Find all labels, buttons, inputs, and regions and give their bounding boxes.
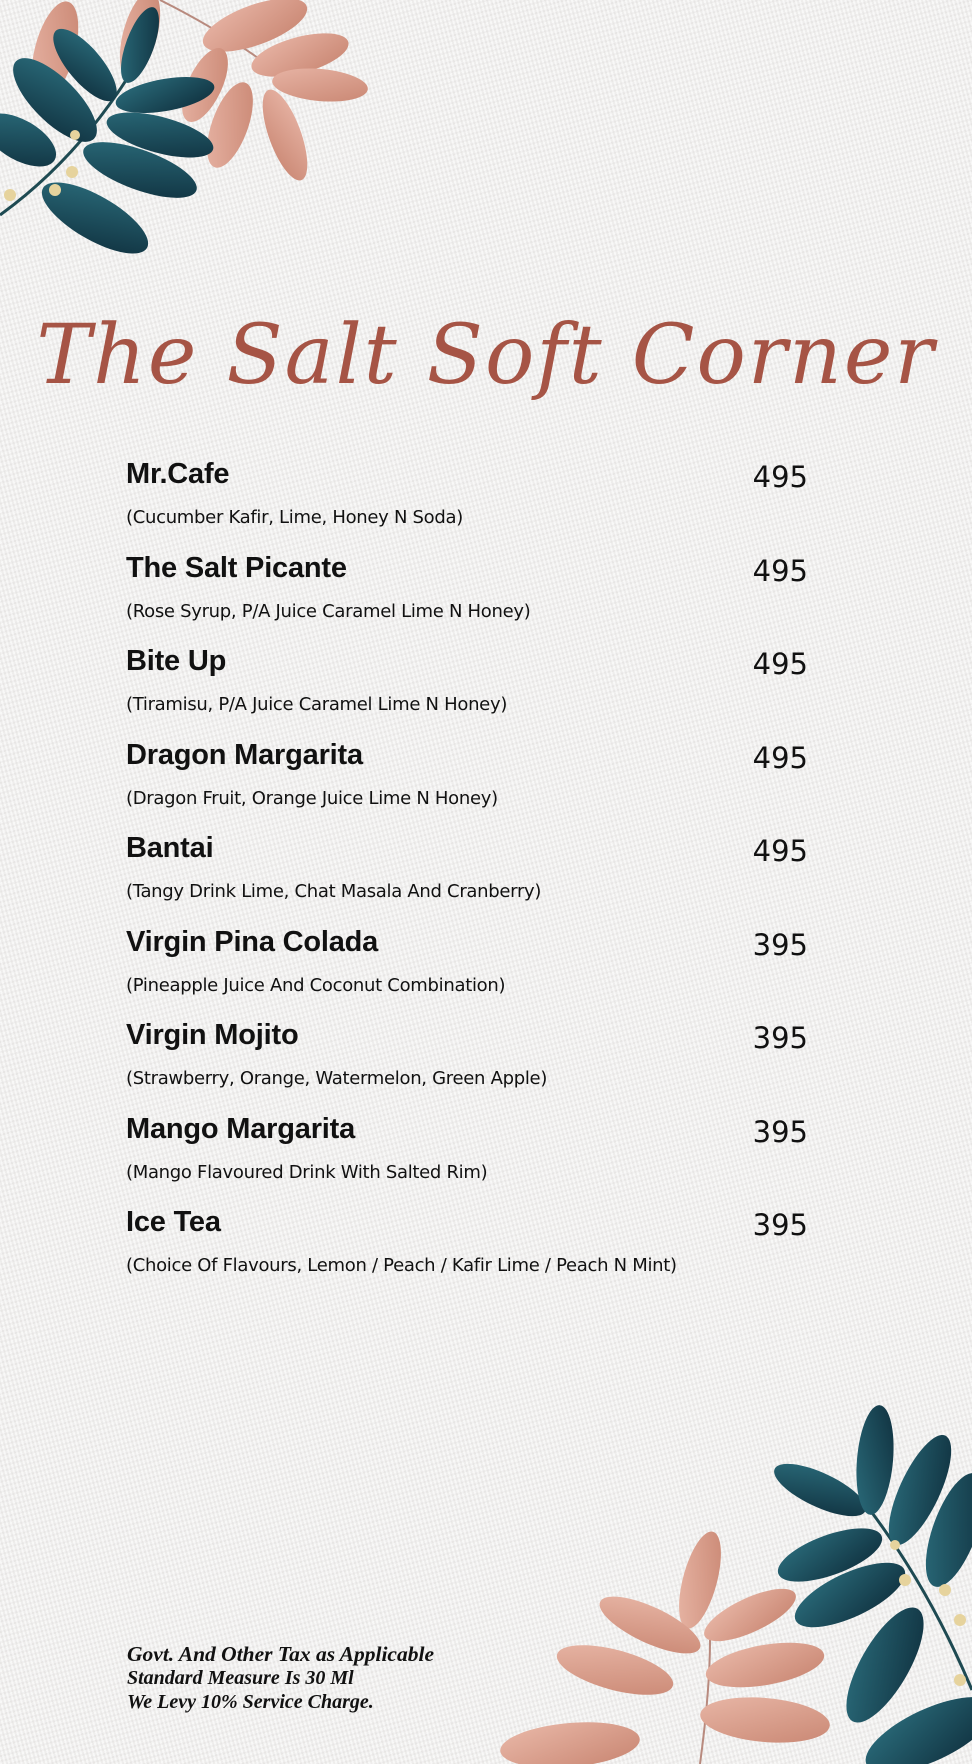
menu-item xyxy=(126,458,814,552)
menu-item xyxy=(126,832,814,926)
item-price: 495 xyxy=(752,553,808,588)
tax-note: Govt. And Other Tax as Applicable xyxy=(127,1642,434,1666)
item-name: Mr.Cafe xyxy=(126,458,230,490)
menu-item xyxy=(126,1019,814,1113)
menu-item xyxy=(126,645,814,739)
menu-item xyxy=(126,1206,814,1300)
restaurant-title: The Salt Soft Corner xyxy=(36,308,936,403)
item-description: (Dragon Fruit, Orange Juice Lime N Honey) xyxy=(126,787,498,809)
menu-list xyxy=(126,458,814,1300)
item-name: Bite Up xyxy=(126,645,227,677)
menu-item xyxy=(126,739,814,833)
item-name: Virgin Mojito xyxy=(126,1019,299,1051)
item-description: (Rose Syrup, P/A Juice Caramel Lime N Honey) xyxy=(126,600,531,622)
item-price: 495 xyxy=(752,647,808,681)
item-price: 395 xyxy=(752,1021,808,1055)
item-description: (Tangy Drink Lime, Chat Masala And Cranberry) xyxy=(126,881,542,902)
service-charge-note: We Levy 10% Service Charge. xyxy=(127,1691,374,1713)
item-price: 395 xyxy=(752,1208,808,1242)
leaf-decoration-top-icon xyxy=(0,0,380,270)
menu-item xyxy=(126,926,814,1020)
item-price: 495 xyxy=(752,740,808,775)
leaf-decoration-bottom-icon xyxy=(500,1390,972,1764)
item-name: The Salt Picante xyxy=(126,551,347,584)
item-price: 495 xyxy=(752,834,808,868)
item-price: 495 xyxy=(752,460,808,494)
item-price: 395 xyxy=(752,1114,808,1149)
measure-note: Standard Measure Is 30 Ml xyxy=(127,1667,354,1689)
item-name: Mango Margarita xyxy=(126,1112,356,1145)
item-description: (Cucumber Kafir, Lime, Honey N Soda) xyxy=(126,507,463,528)
menu-item xyxy=(126,552,814,646)
item-description: (Choice Of Flavours, Lemon / Peach / Kafir Lime / Peach N Mint) xyxy=(126,1255,677,1276)
item-description: (Tiramisu, P/A Juice Caramel Lime N Honey) xyxy=(126,694,508,715)
item-name: Ice Tea xyxy=(126,1206,221,1238)
item-name: Dragon Margarita xyxy=(126,738,363,771)
item-price: 395 xyxy=(752,927,808,962)
item-description: (Mango Flavoured Drink With Salted Rim) xyxy=(126,1161,488,1183)
item-description: (Strawberry, Orange, Watermelon, Green Apple) xyxy=(126,1068,548,1089)
item-description: (Pineapple Juice And Coconut Combination) xyxy=(126,974,506,996)
item-name: Virgin Pina Colada xyxy=(126,925,379,958)
footer-notes xyxy=(127,1642,434,1714)
item-name: Bantai xyxy=(126,832,214,864)
menu-item xyxy=(126,1113,814,1207)
